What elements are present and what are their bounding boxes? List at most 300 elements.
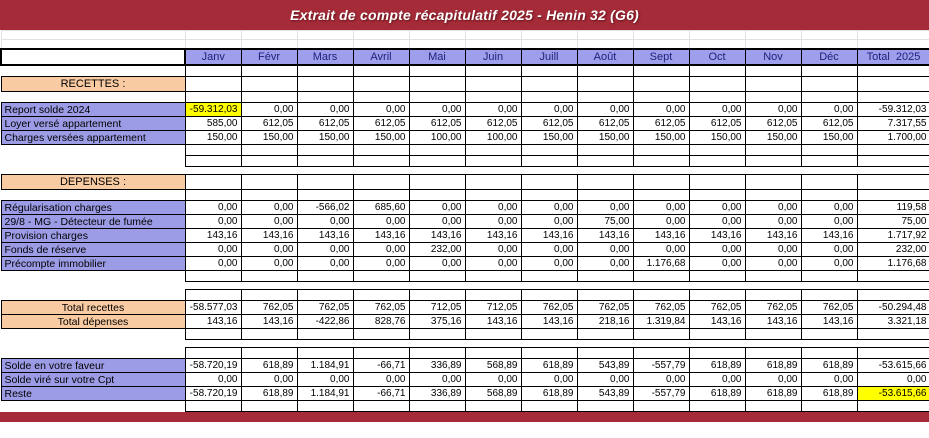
value-cell[interactable]: 0,00 — [745, 243, 801, 257]
value-cell[interactable]: 150,00 — [185, 131, 241, 145]
empty-cell[interactable] — [521, 401, 577, 412]
value-cell[interactable]: 100,00 — [465, 131, 521, 145]
value-cell[interactable]: -422,86 — [297, 315, 353, 329]
value-cell[interactable]: 0,00 — [297, 373, 353, 387]
empty-cell[interactable] — [577, 156, 633, 167]
value-cell[interactable]: 0,00 — [409, 257, 465, 271]
value-cell[interactable]: 0,00 — [297, 257, 353, 271]
value-cell[interactable]: 75,00 — [577, 215, 633, 229]
value-cell[interactable]: 0,00 — [801, 201, 857, 215]
empty-cell[interactable] — [241, 65, 297, 77]
value-cell[interactable]: 0,00 — [521, 215, 577, 229]
empty-cell[interactable] — [185, 92, 241, 103]
value-cell[interactable]: 143,16 — [241, 315, 297, 329]
row-total-cell[interactable]: 7.317,55 — [857, 117, 929, 131]
section-label-cell[interactable]: DEPENSES : — [1, 175, 185, 190]
value-cell[interactable]: 618,89 — [745, 359, 801, 373]
empty-cell[interactable] — [521, 156, 577, 167]
empty-cell[interactable] — [857, 145, 929, 156]
empty-cell[interactable] — [521, 290, 577, 301]
value-cell[interactable]: -66,71 — [353, 359, 409, 373]
value-cell[interactable]: 0,00 — [521, 257, 577, 271]
empty-cell[interactable] — [241, 145, 297, 156]
value-cell[interactable]: 0,00 — [633, 243, 689, 257]
value-cell[interactable]: 0,00 — [241, 103, 297, 117]
value-cell[interactable]: 618,89 — [801, 387, 857, 401]
value-cell[interactable]: 0,00 — [297, 103, 353, 117]
month-header-cell[interactable]: Juill — [521, 49, 577, 65]
empty-cell[interactable] — [241, 348, 297, 359]
row-total-cell[interactable]: 1.700,00 — [857, 131, 929, 145]
empty-cell[interactable] — [297, 329, 353, 340]
empty-cell[interactable] — [465, 401, 521, 412]
row-total-cell[interactable]: -53.615,66 — [857, 387, 929, 401]
value-cell[interactable]: 0,00 — [689, 257, 745, 271]
value-cell[interactable]: 762,05 — [745, 301, 801, 315]
empty-cell[interactable] — [185, 401, 241, 412]
row-label-cell[interactable]: Solde en votre faveur — [1, 359, 185, 373]
empty-cell[interactable] — [297, 156, 353, 167]
value-cell[interactable]: -59.312,03 — [185, 103, 241, 117]
row-total-cell[interactable]: 3.321,18 — [857, 315, 929, 329]
empty-cell[interactable] — [857, 175, 929, 190]
empty-cell[interactable] — [409, 401, 465, 412]
empty-cell[interactable] — [689, 92, 745, 103]
value-cell[interactable]: -58.720,19 — [185, 359, 241, 373]
empty-cell[interactable] — [801, 65, 857, 77]
empty-cell[interactable] — [577, 401, 633, 412]
value-cell[interactable]: 762,05 — [689, 301, 745, 315]
value-cell[interactable]: 0,00 — [633, 373, 689, 387]
value-cell[interactable]: 143,16 — [745, 315, 801, 329]
value-cell[interactable]: 0,00 — [241, 257, 297, 271]
empty-cell[interactable] — [353, 329, 409, 340]
value-cell[interactable]: 612,05 — [633, 117, 689, 131]
month-header-cell[interactable]: Nov — [745, 49, 801, 65]
value-cell[interactable]: 143,16 — [241, 229, 297, 243]
value-cell[interactable]: 150,00 — [521, 131, 577, 145]
value-cell[interactable]: 618,89 — [745, 387, 801, 401]
month-header-cell[interactable]: Mai — [409, 49, 465, 65]
empty-cell[interactable] — [521, 77, 577, 92]
value-cell[interactable]: 0,00 — [745, 373, 801, 387]
row-label-cell[interactable]: Régularisation charges — [1, 201, 185, 215]
empty-cell[interactable] — [185, 77, 241, 92]
empty-cell[interactable] — [633, 145, 689, 156]
empty-cell[interactable] — [409, 348, 465, 359]
value-cell[interactable]: 828,76 — [353, 315, 409, 329]
value-cell[interactable]: 0,00 — [241, 373, 297, 387]
empty-cell[interactable] — [745, 77, 801, 92]
empty-cell[interactable] — [465, 175, 521, 190]
value-cell[interactable]: 618,89 — [689, 359, 745, 373]
empty-cell[interactable] — [633, 348, 689, 359]
value-cell[interactable]: 1.184,91 — [297, 359, 353, 373]
value-cell[interactable]: 612,05 — [465, 117, 521, 131]
value-cell[interactable]: 150,00 — [241, 131, 297, 145]
empty-cell[interactable] — [353, 156, 409, 167]
value-cell[interactable]: 762,05 — [801, 301, 857, 315]
value-cell[interactable]: 568,89 — [465, 359, 521, 373]
month-header-cell[interactable]: Oct — [689, 49, 745, 65]
value-cell[interactable]: 0,00 — [409, 201, 465, 215]
empty-cell[interactable] — [409, 175, 465, 190]
row-label-cell[interactable]: Solde viré sur votre Cpt — [1, 373, 185, 387]
empty-cell[interactable] — [689, 401, 745, 412]
empty-cell[interactable] — [241, 290, 297, 301]
empty-cell[interactable] — [353, 401, 409, 412]
empty-cell[interactable] — [801, 145, 857, 156]
value-cell[interactable]: 143,16 — [465, 229, 521, 243]
empty-cell[interactable] — [185, 156, 241, 167]
empty-cell[interactable] — [633, 92, 689, 103]
empty-cell[interactable] — [745, 271, 801, 282]
empty-cell[interactable] — [801, 348, 857, 359]
value-cell[interactable]: 762,05 — [353, 301, 409, 315]
value-cell[interactable]: 762,05 — [633, 301, 689, 315]
empty-cell[interactable] — [521, 65, 577, 77]
value-cell[interactable]: 143,16 — [409, 229, 465, 243]
empty-cell[interactable] — [185, 290, 241, 301]
empty-cell[interactable] — [353, 92, 409, 103]
empty-cell[interactable] — [745, 65, 801, 77]
empty-cell[interactable] — [409, 271, 465, 282]
empty-cell[interactable] — [297, 77, 353, 92]
value-cell[interactable]: -557,79 — [633, 387, 689, 401]
empty-cell[interactable] — [689, 271, 745, 282]
empty-cell[interactable] — [633, 271, 689, 282]
value-cell[interactable]: 0,00 — [521, 103, 577, 117]
month-header-cell[interactable]: Avril — [353, 49, 409, 65]
value-cell[interactable]: 143,16 — [465, 315, 521, 329]
empty-cell[interactable] — [353, 348, 409, 359]
value-cell[interactable]: 0,00 — [241, 243, 297, 257]
empty-cell[interactable] — [577, 175, 633, 190]
empty-cell[interactable] — [689, 290, 745, 301]
value-cell[interactable]: 150,00 — [297, 131, 353, 145]
empty-cell[interactable] — [633, 190, 689, 201]
value-cell[interactable]: 618,89 — [241, 387, 297, 401]
value-cell[interactable]: 0,00 — [465, 103, 521, 117]
empty-cell[interactable] — [241, 329, 297, 340]
row-total-cell[interactable]: 119,58 — [857, 201, 929, 215]
row-total-cell[interactable]: 75,00 — [857, 215, 929, 229]
value-cell[interactable]: 0,00 — [801, 257, 857, 271]
value-cell[interactable]: 375,16 — [409, 315, 465, 329]
value-cell[interactable]: 0,00 — [409, 215, 465, 229]
value-cell[interactable]: 143,16 — [521, 229, 577, 243]
row-total-cell[interactable]: -50.294,48 — [857, 301, 929, 315]
empty-cell[interactable] — [185, 145, 241, 156]
value-cell[interactable]: 0,00 — [409, 373, 465, 387]
value-cell[interactable]: 0,00 — [745, 257, 801, 271]
value-cell[interactable]: -566,02 — [297, 201, 353, 215]
empty-cell[interactable] — [353, 290, 409, 301]
value-cell[interactable]: 0,00 — [801, 103, 857, 117]
value-cell[interactable]: 0,00 — [689, 201, 745, 215]
value-cell[interactable]: 618,89 — [521, 387, 577, 401]
value-cell[interactable]: 0,00 — [577, 373, 633, 387]
value-cell[interactable]: 0,00 — [353, 215, 409, 229]
value-cell[interactable]: 612,05 — [241, 117, 297, 131]
empty-cell[interactable] — [297, 92, 353, 103]
empty-cell[interactable] — [465, 92, 521, 103]
empty-cell[interactable] — [801, 271, 857, 282]
row-total-cell[interactable]: -59.312,03 — [857, 103, 929, 117]
value-cell[interactable]: 150,00 — [801, 131, 857, 145]
empty-cell[interactable] — [857, 271, 929, 282]
value-cell[interactable]: 143,16 — [801, 315, 857, 329]
empty-cell[interactable] — [689, 329, 745, 340]
value-cell[interactable]: 543,89 — [577, 359, 633, 373]
section-label-cell[interactable]: RECETTES : — [1, 77, 185, 92]
value-cell[interactable]: 0,00 — [353, 373, 409, 387]
month-header-cell[interactable]: Août — [577, 49, 633, 65]
row-total-cell[interactable]: -53.615,66 — [857, 359, 929, 373]
value-cell[interactable]: 0,00 — [185, 243, 241, 257]
value-cell[interactable]: 0,00 — [185, 373, 241, 387]
value-cell[interactable]: 762,05 — [521, 301, 577, 315]
row-label-cell[interactable]: 29/8 - MG - Détecteur de fumée — [1, 215, 185, 229]
value-cell[interactable]: 0,00 — [297, 215, 353, 229]
empty-cell[interactable] — [409, 65, 465, 77]
empty-cell[interactable] — [241, 156, 297, 167]
value-cell[interactable]: 618,89 — [689, 387, 745, 401]
empty-cell[interactable] — [409, 190, 465, 201]
value-cell[interactable]: 612,05 — [521, 117, 577, 131]
empty-cell[interactable] — [465, 156, 521, 167]
empty-cell[interactable] — [185, 175, 241, 190]
empty-cell[interactable] — [465, 145, 521, 156]
value-cell[interactable]: 143,16 — [297, 229, 353, 243]
row-label-cell[interactable]: Reste — [1, 387, 185, 401]
value-cell[interactable]: 612,05 — [801, 117, 857, 131]
empty-cell[interactable] — [185, 65, 241, 77]
empty-cell[interactable] — [633, 156, 689, 167]
empty-cell[interactable] — [409, 290, 465, 301]
value-cell[interactable]: 0,00 — [465, 243, 521, 257]
value-cell[interactable]: -58.720,19 — [185, 387, 241, 401]
empty-cell[interactable] — [745, 145, 801, 156]
value-cell[interactable]: 0,00 — [353, 103, 409, 117]
value-cell[interactable]: 0,00 — [633, 201, 689, 215]
empty-cell[interactable] — [745, 401, 801, 412]
empty-cell[interactable] — [689, 145, 745, 156]
empty-cell[interactable] — [745, 290, 801, 301]
value-cell[interactable]: 0,00 — [465, 257, 521, 271]
empty-cell[interactable] — [297, 145, 353, 156]
value-cell[interactable]: 336,89 — [409, 387, 465, 401]
empty-cell[interactable] — [409, 156, 465, 167]
month-header-cell[interactable]: Sept — [633, 49, 689, 65]
row-label-cell[interactable]: Charges versées appartement — [1, 131, 185, 145]
empty-cell[interactable] — [857, 329, 929, 340]
empty-cell[interactable] — [633, 175, 689, 190]
empty-cell[interactable] — [801, 401, 857, 412]
value-cell[interactable]: 0,00 — [353, 257, 409, 271]
empty-cell[interactable] — [857, 156, 929, 167]
value-cell[interactable]: 150,00 — [745, 131, 801, 145]
empty-cell[interactable] — [745, 190, 801, 201]
empty-cell[interactable] — [185, 190, 241, 201]
empty-cell[interactable] — [689, 175, 745, 190]
empty-cell[interactable] — [353, 271, 409, 282]
empty-cell[interactable] — [689, 156, 745, 167]
value-cell[interactable]: 150,00 — [689, 131, 745, 145]
empty-cell[interactable] — [689, 77, 745, 92]
value-cell[interactable]: 1.319,84 — [633, 315, 689, 329]
empty-cell[interactable] — [521, 145, 577, 156]
row-label-cell[interactable]: Fonds de réserve — [1, 243, 185, 257]
empty-cell[interactable] — [465, 329, 521, 340]
empty-cell[interactable] — [241, 77, 297, 92]
empty-cell[interactable] — [857, 65, 929, 77]
row-total-cell[interactable]: 1.717,92 — [857, 229, 929, 243]
value-cell[interactable]: 0,00 — [185, 215, 241, 229]
empty-cell[interactable] — [857, 348, 929, 359]
empty-cell[interactable] — [185, 329, 241, 340]
empty-cell[interactable] — [577, 145, 633, 156]
empty-cell[interactable] — [409, 145, 465, 156]
value-cell[interactable]: 762,05 — [241, 301, 297, 315]
value-cell[interactable]: 218,16 — [577, 315, 633, 329]
empty-cell[interactable] — [857, 190, 929, 201]
value-cell[interactable]: 0,00 — [689, 373, 745, 387]
empty-cell[interactable] — [297, 271, 353, 282]
empty-cell[interactable] — [241, 92, 297, 103]
value-cell[interactable]: 585,00 — [185, 117, 241, 131]
empty-cell[interactable] — [465, 190, 521, 201]
empty-cell[interactable] — [465, 348, 521, 359]
value-cell[interactable]: 612,05 — [297, 117, 353, 131]
value-cell[interactable]: 143,16 — [745, 229, 801, 243]
empty-cell[interactable] — [633, 290, 689, 301]
empty-cell[interactable] — [857, 77, 929, 92]
empty-cell[interactable] — [857, 290, 929, 301]
value-cell[interactable]: 0,00 — [801, 215, 857, 229]
value-cell[interactable]: 0,00 — [633, 215, 689, 229]
empty-cell[interactable] — [521, 348, 577, 359]
empty-cell[interactable] — [465, 77, 521, 92]
value-cell[interactable]: 143,16 — [689, 229, 745, 243]
empty-cell[interactable] — [745, 348, 801, 359]
empty-cell[interactable] — [297, 290, 353, 301]
value-cell[interactable]: 712,05 — [409, 301, 465, 315]
value-cell[interactable]: 150,00 — [577, 131, 633, 145]
value-cell[interactable]: 618,89 — [521, 359, 577, 373]
month-header-cell[interactable]: Janv — [185, 49, 241, 65]
empty-cell[interactable] — [297, 401, 353, 412]
value-cell[interactable]: 0,00 — [745, 103, 801, 117]
value-cell[interactable]: 612,05 — [409, 117, 465, 131]
empty-cell[interactable] — [633, 65, 689, 77]
row-total-cell[interactable]: 232,00 — [857, 243, 929, 257]
value-cell[interactable]: 143,16 — [633, 229, 689, 243]
empty-cell[interactable] — [241, 190, 297, 201]
value-cell[interactable]: 336,89 — [409, 359, 465, 373]
value-cell[interactable]: 143,16 — [577, 229, 633, 243]
value-cell[interactable]: 0,00 — [801, 243, 857, 257]
value-cell[interactable]: 0,00 — [297, 243, 353, 257]
empty-cell[interactable] — [577, 92, 633, 103]
empty-cell[interactable] — [801, 190, 857, 201]
month-header-cell[interactable]: Juin — [465, 49, 521, 65]
value-cell[interactable]: 143,16 — [353, 229, 409, 243]
empty-cell[interactable] — [577, 77, 633, 92]
empty-cell[interactable] — [857, 401, 929, 412]
empty-cell[interactable] — [353, 175, 409, 190]
empty-cell[interactable] — [633, 401, 689, 412]
value-cell[interactable]: 1.176,68 — [633, 257, 689, 271]
empty-cell[interactable] — [689, 190, 745, 201]
row-total-cell[interactable]: 1.176,68 — [857, 257, 929, 271]
corner-header-cell[interactable] — [1, 49, 185, 65]
empty-cell[interactable] — [465, 65, 521, 77]
total-column-header-cell[interactable]: Total 2025 — [857, 49, 929, 65]
value-cell[interactable]: 612,05 — [577, 117, 633, 131]
value-cell[interactable]: 143,16 — [801, 229, 857, 243]
empty-cell[interactable] — [297, 65, 353, 77]
empty-cell[interactable] — [577, 348, 633, 359]
empty-cell[interactable] — [633, 77, 689, 92]
value-cell[interactable]: 0,00 — [185, 201, 241, 215]
empty-cell[interactable] — [745, 92, 801, 103]
value-cell[interactable]: 0,00 — [689, 243, 745, 257]
value-cell[interactable]: -557,79 — [633, 359, 689, 373]
empty-cell[interactable] — [465, 290, 521, 301]
empty-cell[interactable] — [297, 348, 353, 359]
empty-cell[interactable] — [241, 401, 297, 412]
value-cell[interactable]: 568,89 — [465, 387, 521, 401]
value-cell[interactable]: 612,05 — [353, 117, 409, 131]
empty-cell[interactable] — [689, 65, 745, 77]
empty-cell[interactable] — [801, 329, 857, 340]
empty-cell[interactable] — [857, 92, 929, 103]
value-cell[interactable]: 150,00 — [353, 131, 409, 145]
value-cell[interactable]: 0,00 — [521, 373, 577, 387]
value-cell[interactable]: 0,00 — [801, 373, 857, 387]
row-label-cell[interactable]: Loyer versé appartement — [1, 117, 185, 131]
value-cell[interactable]: -58.577,03 — [185, 301, 241, 315]
value-cell[interactable]: 0,00 — [633, 103, 689, 117]
value-cell[interactable]: -66,71 — [353, 387, 409, 401]
value-cell[interactable]: 0,00 — [465, 201, 521, 215]
value-cell[interactable]: 0,00 — [689, 103, 745, 117]
empty-cell[interactable] — [577, 65, 633, 77]
empty-cell[interactable] — [521, 175, 577, 190]
empty-cell[interactable] — [521, 190, 577, 201]
month-header-cell[interactable]: Déc — [801, 49, 857, 65]
empty-cell[interactable] — [409, 92, 465, 103]
empty-cell[interactable] — [745, 156, 801, 167]
empty-cell[interactable] — [521, 329, 577, 340]
value-cell[interactable]: 0,00 — [465, 215, 521, 229]
empty-cell[interactable] — [745, 329, 801, 340]
empty-cell[interactable] — [801, 92, 857, 103]
row-label-cell[interactable]: Provision charges — [1, 229, 185, 243]
empty-cell[interactable] — [353, 77, 409, 92]
value-cell[interactable]: 618,89 — [241, 359, 297, 373]
value-cell[interactable]: 0,00 — [465, 373, 521, 387]
value-cell[interactable]: 543,89 — [577, 387, 633, 401]
value-cell[interactable]: 143,16 — [185, 229, 241, 243]
value-cell[interactable]: 232,00 — [409, 243, 465, 257]
empty-cell[interactable] — [801, 156, 857, 167]
empty-cell[interactable] — [185, 348, 241, 359]
empty-cell[interactable] — [689, 348, 745, 359]
empty-cell[interactable] — [465, 271, 521, 282]
empty-cell[interactable] — [521, 92, 577, 103]
